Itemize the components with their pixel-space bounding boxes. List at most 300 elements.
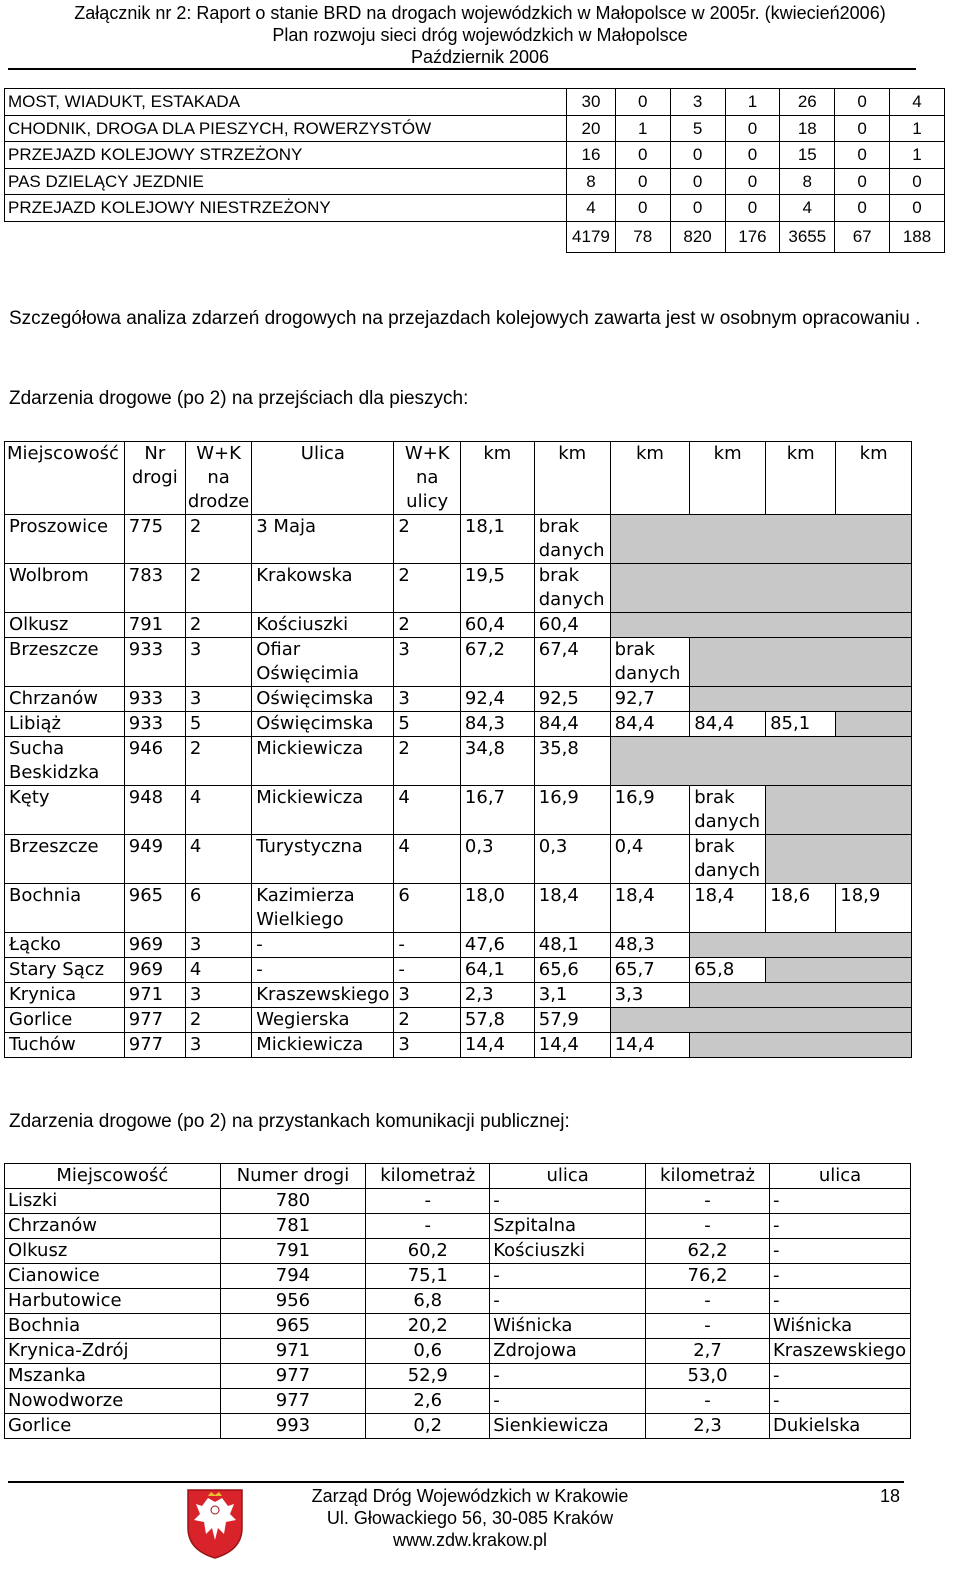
header-line-3: Październik 2006 [410, 47, 550, 67]
table-cell: 969 [124, 933, 185, 958]
table-cell: 4 [185, 786, 251, 835]
total-cell: 188 [890, 221, 945, 252]
table-cell: Krynica-Zdrój [5, 1339, 221, 1364]
table-cell: Kraszewskiego [769, 1339, 910, 1364]
table-cell: 62,2 [646, 1239, 770, 1264]
table-cell: 933 [124, 712, 185, 737]
table-cell: 48,3 [610, 933, 690, 958]
total-cell: 4179 [567, 221, 616, 252]
no-data-cell [836, 712, 912, 737]
table-cell: 65,6 [534, 958, 610, 983]
count-cell: 0 [835, 168, 890, 195]
count-cell: 0 [670, 142, 725, 169]
table-cell: 92,7 [610, 687, 690, 712]
table-row [5, 786, 912, 835]
table-cell: brak danych [690, 786, 766, 835]
footer-divider [8, 1481, 904, 1483]
obstacle-label: CHODNIK, DROGA DLA PIESZYCH, ROWERZYSTÓW [5, 115, 567, 142]
table-cell: Liszki [5, 1189, 221, 1214]
count-cell: 0 [890, 168, 945, 195]
table-cell: Łącko [5, 933, 125, 958]
table-row [5, 142, 945, 169]
table-cell: Mickiewicza [252, 786, 394, 835]
count-cell: 5 [670, 115, 725, 142]
table-cell: 2,3 [460, 983, 534, 1008]
column-header: W+K na drodze [185, 442, 251, 515]
table-cell: 53,0 [646, 1364, 770, 1389]
table-row [5, 737, 912, 786]
table-cell: - [769, 1239, 910, 1264]
count-cell: 0 [615, 89, 670, 116]
table-cell: 6,8 [366, 1289, 490, 1314]
table-cell: Kazimierza Wielkiego [252, 884, 394, 933]
column-header: ulica [769, 1164, 910, 1189]
count-cell: 4 [780, 195, 835, 222]
table-cell: 0,4 [610, 835, 690, 884]
table-cell: Wegierska [252, 1008, 394, 1033]
table-cell: 18,6 [766, 884, 836, 933]
total-cell: 3655 [780, 221, 835, 252]
table-cell: 2,7 [646, 1339, 770, 1364]
table-row [5, 168, 945, 195]
table-cell: 5 [394, 712, 461, 737]
no-data-cell [766, 786, 912, 835]
table-row [5, 1389, 911, 1414]
table-cell: - [490, 1189, 646, 1214]
count-cell: 0 [615, 195, 670, 222]
column-header: km [534, 442, 610, 515]
table-cell: Mszanka [5, 1364, 221, 1389]
table-row [5, 1364, 911, 1389]
page-header [0, 0, 960, 68]
table-cell: 2 [185, 737, 251, 786]
table-cell: 965 [124, 884, 185, 933]
table-cell: - [394, 958, 461, 983]
pedestrian-crossings-table [4, 441, 912, 1058]
table-cell: Harbutowice [5, 1289, 221, 1314]
column-header: km [766, 442, 836, 515]
table-row [5, 195, 945, 222]
table-cell: 956 [220, 1289, 366, 1314]
table-cell: Zdrojowa [490, 1339, 646, 1364]
no-data-cell [610, 564, 911, 613]
count-cell: 0 [725, 115, 780, 142]
no-data-cell [690, 1033, 912, 1058]
table-cell: 2 [394, 613, 461, 638]
table-cell: 92,5 [534, 687, 610, 712]
table-cell: 2 [394, 1008, 461, 1033]
footer-website: www.zdw.krakow.pl [392, 1530, 548, 1550]
table-cell: 3,3 [610, 983, 690, 1008]
table-row [5, 1189, 911, 1214]
table-cell: 14,4 [610, 1033, 690, 1058]
count-cell: 4 [890, 89, 945, 116]
table-cell: brak danych [690, 835, 766, 884]
table-cell: 34,8 [460, 737, 534, 786]
count-cell: 0 [670, 195, 725, 222]
table-cell: 18,9 [836, 884, 912, 933]
table-cell: - [490, 1289, 646, 1314]
table-cell: 2 [394, 737, 461, 786]
table-cell: Bochnia [5, 1314, 221, 1339]
table-cell: Dukielska [769, 1414, 910, 1439]
table-cell: 791 [124, 613, 185, 638]
table-cell: 2 [185, 564, 251, 613]
no-data-cell [766, 835, 912, 884]
table-cell: 0,6 [366, 1339, 490, 1364]
table-cell: 780 [220, 1189, 366, 1214]
table-row [5, 958, 912, 983]
table-cell: 775 [124, 515, 185, 564]
table-row [5, 1033, 912, 1058]
table-cell: 2 [394, 564, 461, 613]
section-title-crossings: Zdarzenia drogowe (po 2) na przejściach dla pieszych: [9, 388, 469, 409]
obstacle-table [4, 88, 945, 253]
column-header: km [690, 442, 766, 515]
column-header: Ulica [252, 442, 394, 515]
table-cell: - [769, 1214, 910, 1239]
column-header: kilometraż [366, 1164, 490, 1189]
count-cell: 30 [567, 89, 616, 116]
table-cell: - [252, 958, 394, 983]
table-cell: - [769, 1389, 910, 1414]
table-cell: 18,1 [460, 515, 534, 564]
table-cell: 47,6 [460, 933, 534, 958]
table-cell: 4 [185, 958, 251, 983]
header-line-1: Załącznik nr 2: Raport o stanie BRD na drogach wojewódzkich w Małopolsce w 2005r. (kwiecień2006) [74, 3, 886, 23]
table-cell: Ofiar Oświęcimia [252, 638, 394, 687]
table-cell: Gorlice [5, 1008, 125, 1033]
table-cell: Brzeszcze [5, 835, 125, 884]
count-cell: 1 [890, 142, 945, 169]
total-cell: 820 [670, 221, 725, 252]
count-cell: 8 [567, 168, 616, 195]
table-cell: - [490, 1364, 646, 1389]
table-cell: 977 [220, 1389, 366, 1414]
count-cell: 0 [725, 142, 780, 169]
table-cell: 791 [220, 1239, 366, 1264]
table-cell: 783 [124, 564, 185, 613]
table-cell: 977 [124, 1008, 185, 1033]
table-cell: 20,2 [366, 1314, 490, 1339]
table-row [5, 835, 912, 884]
table-cell: 2 [394, 515, 461, 564]
table-cell: - [769, 1189, 910, 1214]
count-cell: 0 [835, 195, 890, 222]
table-cell: - [769, 1289, 910, 1314]
table-cell: 2,3 [646, 1414, 770, 1439]
table-cell: Olkusz [5, 1239, 221, 1264]
table-cell: Turystyczna [252, 835, 394, 884]
table-cell: Krynica [5, 983, 125, 1008]
table-cell: Cianowice [5, 1264, 221, 1289]
table-cell: 2,6 [366, 1389, 490, 1414]
table-cell: Wolbrom [5, 564, 125, 613]
count-cell: 0 [670, 168, 725, 195]
table-cell: 993 [220, 1414, 366, 1439]
table-cell: 84,3 [460, 712, 534, 737]
table-cell: 84,4 [690, 712, 766, 737]
table-cell: 67,2 [460, 638, 534, 687]
table-cell: 4 [394, 786, 461, 835]
no-data-cell [690, 638, 912, 687]
table-cell: 3,1 [534, 983, 610, 1008]
table-cell: 0,3 [460, 835, 534, 884]
table-cell: 6 [394, 884, 461, 933]
table-row [5, 1008, 912, 1033]
obstacle-label: PRZEJAZD KOLEJOWY STRZEŻONY [5, 142, 567, 169]
table-cell: 2 [185, 613, 251, 638]
table-cell: 65,7 [610, 958, 690, 983]
table-cell: - [366, 1189, 490, 1214]
table-cell: 16,9 [610, 786, 690, 835]
table-cell: brak danych [534, 564, 610, 613]
table-cell: 60,4 [460, 613, 534, 638]
table-cell: Tuchów [5, 1033, 125, 1058]
table-cell: Krakowska [252, 564, 394, 613]
table-cell: Chrzanów [5, 687, 125, 712]
table-cell: Sucha Beskidzka [5, 737, 125, 786]
table-cell: 971 [220, 1339, 366, 1364]
count-cell: 1 [615, 115, 670, 142]
table-cell: 3 [394, 687, 461, 712]
table-row [5, 613, 912, 638]
table-cell: 85,1 [766, 712, 836, 737]
bus-stops-table [4, 1163, 911, 1439]
no-data-cell [610, 737, 911, 786]
obstacle-label: PRZEJAZD KOLEJOWY NIESTRZEŻONY [5, 195, 567, 222]
count-cell: 15 [780, 142, 835, 169]
table-row [5, 1289, 911, 1314]
count-cell: 26 [780, 89, 835, 116]
table-cell: 48,1 [534, 933, 610, 958]
table-cell: 18,0 [460, 884, 534, 933]
table-cell: Bochnia [5, 884, 125, 933]
footer-organization: Zarząd Dróg Wojewódzkich w Krakowie [311, 1486, 629, 1506]
table-cell: 3 [394, 638, 461, 687]
table-cell: - [490, 1264, 646, 1289]
count-cell: 0 [615, 168, 670, 195]
table-cell: 2 [185, 515, 251, 564]
table-cell: Kościuszki [252, 613, 394, 638]
table-cell: - [646, 1189, 770, 1214]
footer-address: Ul. Głowackiego 56, 30-085 Kraków [326, 1508, 614, 1528]
table-cell: 65,8 [690, 958, 766, 983]
column-header: ulica [490, 1164, 646, 1189]
table-cell: 18,4 [690, 884, 766, 933]
table-row [5, 1239, 911, 1264]
count-cell: 0 [725, 168, 780, 195]
table-cell: - [769, 1364, 910, 1389]
table-row [5, 1339, 911, 1364]
count-cell: 20 [567, 115, 616, 142]
column-header: Miejscowość [5, 1164, 221, 1189]
table-cell: Oświęcimska [252, 712, 394, 737]
table-cell: 3 [394, 1033, 461, 1058]
column-header: Numer drogi [220, 1164, 366, 1189]
table-cell: Gorlice [5, 1414, 221, 1439]
count-cell: 0 [890, 195, 945, 222]
table-cell: Brzeszcze [5, 638, 125, 687]
table-cell: 4 [185, 835, 251, 884]
table-cell: 35,8 [534, 737, 610, 786]
table-cell: Olkusz [5, 613, 125, 638]
table-cell: - [646, 1314, 770, 1339]
totals-row [5, 221, 945, 252]
table-cell: - [394, 933, 461, 958]
count-cell: 16 [567, 142, 616, 169]
count-cell: 18 [780, 115, 835, 142]
table-cell: 3 [394, 983, 461, 1008]
table-cell: - [646, 1389, 770, 1414]
paragraph-railway-analysis: Szczegółowa analiza zdarzeń drogowych na przejazdach kolejowych zawarta jest w osobnym opracowaniu . [9, 308, 921, 329]
column-header: Miejscowość [5, 442, 125, 515]
table-cell: - [490, 1389, 646, 1414]
page-number: 18 [880, 1486, 901, 1506]
table-cell: 969 [124, 958, 185, 983]
table-row [5, 933, 912, 958]
no-data-cell [610, 613, 911, 638]
table-cell: 76,2 [646, 1264, 770, 1289]
column-header: kilometraż [646, 1164, 770, 1189]
table-cell: - [646, 1214, 770, 1239]
table-cell: 60,4 [534, 613, 610, 638]
table-cell: 781 [220, 1214, 366, 1239]
table-row [5, 564, 912, 613]
table-cell: 948 [124, 786, 185, 835]
table-cell: 3 [185, 638, 251, 687]
table-cell: Mickiewicza [252, 1033, 394, 1058]
table-cell: Chrzanów [5, 1214, 221, 1239]
count-cell: 1 [725, 89, 780, 116]
header-divider [8, 68, 916, 70]
no-data-cell [610, 1008, 911, 1033]
table-cell: 84,4 [534, 712, 610, 737]
table-cell: - [252, 933, 394, 958]
table-cell: 933 [124, 687, 185, 712]
table-cell: 0,3 [534, 835, 610, 884]
table-row [5, 1214, 911, 1239]
table-cell: 18,4 [610, 884, 690, 933]
total-cell: 67 [835, 221, 890, 252]
count-cell: 1 [890, 115, 945, 142]
count-cell: 0 [835, 89, 890, 116]
table-cell: Sienkiewicza [490, 1414, 646, 1439]
table-cell: 3 [185, 983, 251, 1008]
table-cell: 971 [124, 983, 185, 1008]
table-cell: 5 [185, 712, 251, 737]
count-cell: 0 [725, 195, 780, 222]
table-cell: Kraszewskiego [252, 983, 394, 1008]
table-cell: 933 [124, 638, 185, 687]
table-cell: 64,1 [460, 958, 534, 983]
table-cell: 0,2 [366, 1414, 490, 1439]
table-cell: - [366, 1214, 490, 1239]
table-cell: 4 [394, 835, 461, 884]
table-cell: 3 [185, 933, 251, 958]
table-cell: 977 [220, 1364, 366, 1389]
section-title-bus-stops: Zdarzenia drogowe (po 2) na przystankach komunikacji publicznej: [9, 1111, 570, 1132]
table-cell: Proszowice [5, 515, 125, 564]
table-cell: 14,4 [460, 1033, 534, 1058]
count-cell: 0 [615, 142, 670, 169]
table-cell: Wiśnicka [490, 1314, 646, 1339]
table-row [5, 1314, 911, 1339]
header-line-2: Plan rozwoju sieci dróg wojewódzkich w Małopolsce [272, 25, 688, 45]
table-row [5, 89, 945, 116]
table-cell: brak danych [534, 515, 610, 564]
table-row [5, 1264, 911, 1289]
table-cell: 14,4 [534, 1033, 610, 1058]
table-cell: 57,8 [460, 1008, 534, 1033]
table-cell: 60,2 [366, 1239, 490, 1264]
table-cell: 949 [124, 835, 185, 884]
no-data-cell [690, 687, 912, 712]
no-data-cell [690, 933, 912, 958]
table-cell: 3 [185, 1033, 251, 1058]
table-cell: Mickiewicza [252, 737, 394, 786]
count-cell: 4 [567, 195, 616, 222]
table-cell: 946 [124, 737, 185, 786]
table-cell: 16,9 [534, 786, 610, 835]
count-cell: 0 [835, 142, 890, 169]
table-cell: 75,1 [366, 1264, 490, 1289]
table-cell: 3 Maja [252, 515, 394, 564]
table-cell: 67,4 [534, 638, 610, 687]
no-data-cell [766, 958, 912, 983]
table-cell: Oświęcimska [252, 687, 394, 712]
column-header: km [610, 442, 690, 515]
table-cell: 16,7 [460, 786, 534, 835]
totals-blank-cell [5, 221, 567, 252]
table-row [5, 884, 912, 933]
obstacle-label: PAS DZIELĄCY JEZDNIE [5, 168, 567, 195]
no-data-cell [690, 983, 912, 1008]
page-footer [200, 1485, 740, 1551]
table-row [5, 515, 912, 564]
table-row [5, 983, 912, 1008]
table-cell: 84,4 [610, 712, 690, 737]
no-data-cell [610, 515, 911, 564]
table-cell: Kęty [5, 786, 125, 835]
table-cell: 92,4 [460, 687, 534, 712]
table-cell: 19,5 [460, 564, 534, 613]
column-header: km [836, 442, 912, 515]
table-cell: - [769, 1264, 910, 1289]
table-cell: Libiąż [5, 712, 125, 737]
table-cell: 794 [220, 1264, 366, 1289]
table-row [5, 115, 945, 142]
table-cell: 965 [220, 1314, 366, 1339]
table-cell: 977 [124, 1033, 185, 1058]
table-cell: brak danych [610, 638, 690, 687]
table-cell: 2 [185, 1008, 251, 1033]
column-header: km [460, 442, 534, 515]
table-cell: - [646, 1289, 770, 1314]
table-cell: Szpitalna [490, 1214, 646, 1239]
table-row [5, 712, 912, 737]
count-cell: 8 [780, 168, 835, 195]
total-cell: 78 [615, 221, 670, 252]
table-cell: Stary Sącz [5, 958, 125, 983]
table-cell: 52,9 [366, 1364, 490, 1389]
table-cell: 18,4 [534, 884, 610, 933]
table-row [5, 1414, 911, 1439]
table-cell: 57,9 [534, 1008, 610, 1033]
table-cell: Kościuszki [490, 1239, 646, 1264]
table-row [5, 687, 912, 712]
column-header: W+K na ulicy [394, 442, 461, 515]
